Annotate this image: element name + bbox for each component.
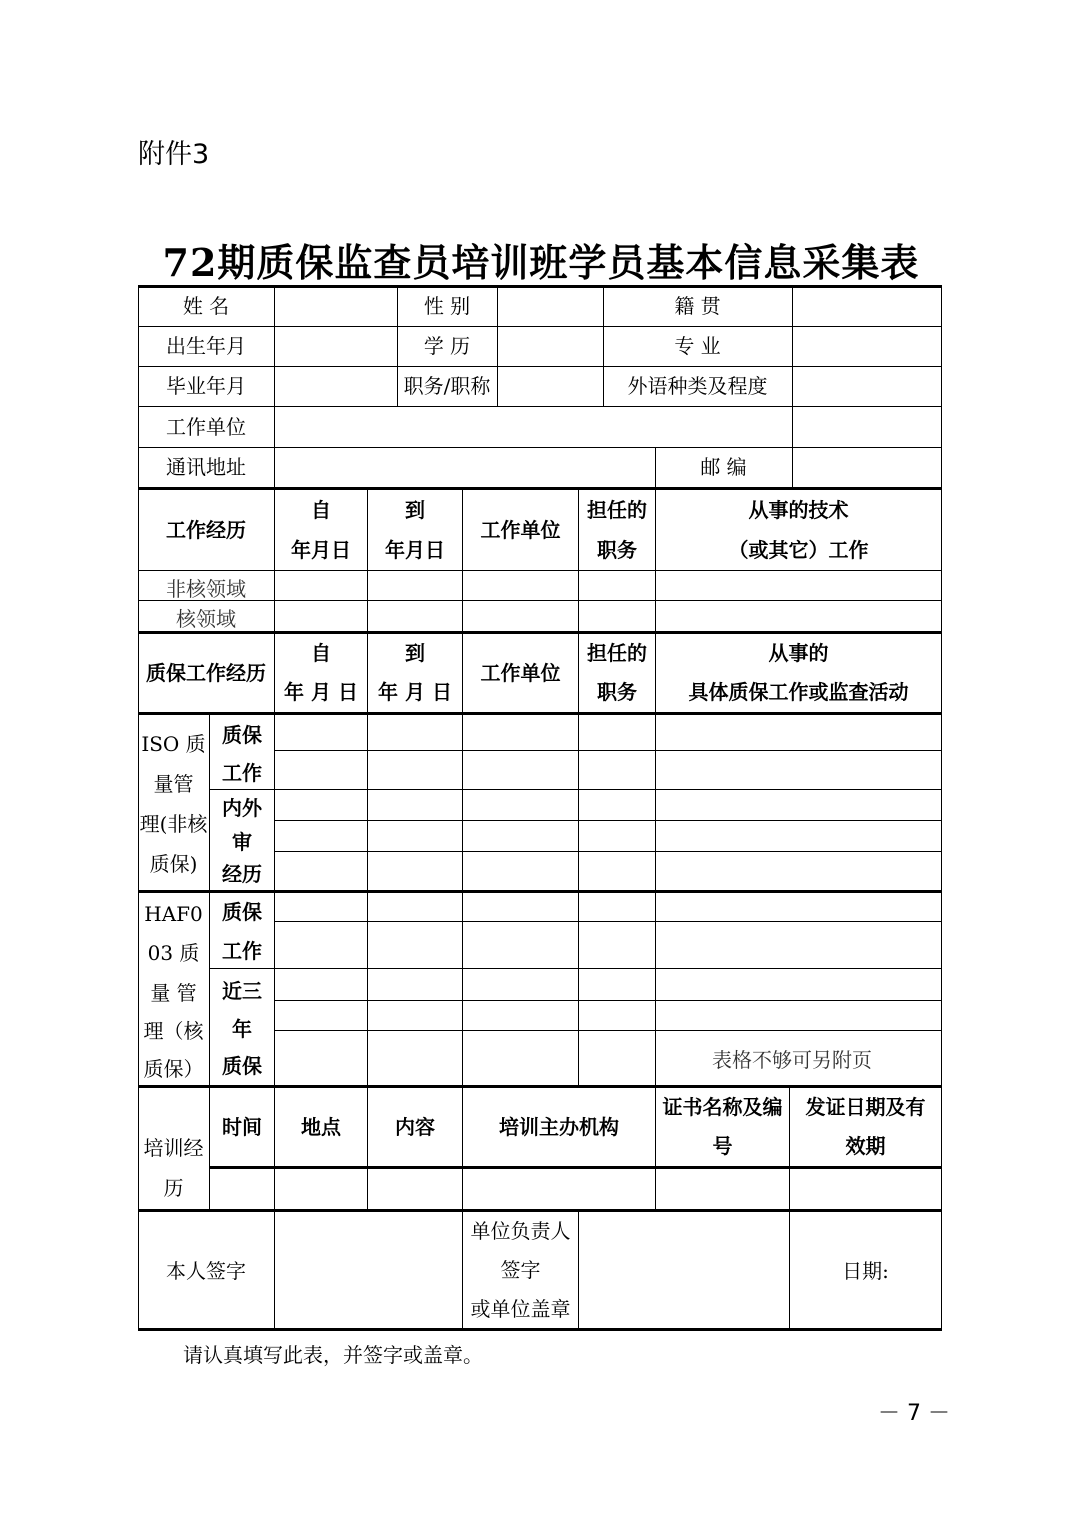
qa-duty-label: 担任的 xyxy=(587,641,647,665)
work-tech-label-2: （或其它）工作 xyxy=(728,537,869,562)
graduation-label: 毕业年月 xyxy=(166,374,246,398)
workunit-label: 工作单位 xyxy=(166,414,246,439)
native-place-label: 籍 贯 xyxy=(674,294,721,318)
section-line xyxy=(209,1166,942,1169)
qa-to-label: 到 xyxy=(405,641,425,665)
language-label: 外语种类及程度 xyxy=(627,374,768,398)
haf-qa-work-label: 质保 xyxy=(222,899,262,924)
qa-from-label: 自 xyxy=(311,641,331,665)
col-line xyxy=(578,487,579,1086)
col-line xyxy=(462,487,463,1086)
row-line xyxy=(274,851,942,852)
row-line xyxy=(274,1030,942,1031)
work-from-label: 自 xyxy=(311,497,331,522)
col-line xyxy=(367,487,368,1086)
training-content-label: 内容 xyxy=(395,1114,435,1139)
self-signature-field[interactable] xyxy=(275,1212,462,1330)
haf-label-line: 质保） xyxy=(143,1056,204,1081)
page-number: － 7 － xyxy=(878,1401,950,1426)
issue-date-label-2: 效期 xyxy=(845,1134,886,1158)
postcode-label: 邮 编 xyxy=(700,455,747,479)
certificate-label-2: 号 xyxy=(712,1134,733,1158)
work-unit-label: 工作单位 xyxy=(480,517,561,542)
qa-activity-label-2: 具体质保工作或监查活动 xyxy=(688,680,909,704)
major-label: 专 业 xyxy=(674,334,721,358)
gender-label: 性 别 xyxy=(423,294,471,318)
postcode-field[interactable] xyxy=(793,448,941,487)
date-label: 日期: xyxy=(842,1258,889,1283)
training-label-line: 培训经 xyxy=(143,1135,204,1160)
native-place-field[interactable] xyxy=(793,287,941,326)
leader-signature-label-3: 或单位盖章 xyxy=(470,1297,571,1321)
iso-audit-label-2: 审 xyxy=(232,829,252,854)
gender-field[interactable] xyxy=(498,287,603,326)
work-experience-label: 工作经历 xyxy=(166,517,246,542)
row-line xyxy=(274,820,942,821)
haf-recent-label: 近三 xyxy=(222,978,262,1003)
leader-signature-field[interactable] xyxy=(579,1212,789,1330)
qa-experience-label: 质保工作经历 xyxy=(146,660,266,685)
iso-qa-work-label: 质保 xyxy=(222,722,262,747)
non-nuclear-label: 非核领域 xyxy=(166,576,246,601)
iso-qa-work-label-2: 工作 xyxy=(222,760,262,785)
attachment-label: 附件3 xyxy=(138,139,210,170)
row-line xyxy=(274,750,942,751)
workunit-field[interactable] xyxy=(275,407,941,447)
birth-field[interactable] xyxy=(275,327,397,366)
iso-label-line: ISO 质 xyxy=(141,731,206,756)
major-field[interactable] xyxy=(793,327,941,366)
haf-label-line: 03 质 xyxy=(147,940,200,965)
work-duty-label: 担任的 xyxy=(587,497,647,522)
work-from-date-label: 年月日 xyxy=(291,537,351,562)
haf-label-line: HAF0 xyxy=(144,901,203,926)
qa-to-date-label: 年 月 日 xyxy=(378,680,452,704)
qa-duty-label-2: 职务 xyxy=(597,680,637,704)
row-line xyxy=(209,789,942,790)
education-label: 学 历 xyxy=(423,334,471,358)
position-label: 职务/职称 xyxy=(403,374,491,398)
haf-label-line: 理（核 xyxy=(143,1018,204,1043)
iso-audit-label-3: 经历 xyxy=(222,861,262,886)
certificate-label: 证书名称及编 xyxy=(662,1095,783,1119)
graduation-field[interactable] xyxy=(275,367,397,406)
qa-unit-label: 工作单位 xyxy=(480,660,561,685)
iso-label-line: 量管 xyxy=(153,771,194,796)
row-line xyxy=(209,968,942,969)
training-label-line: 历 xyxy=(163,1175,184,1200)
work-to-label: 到 xyxy=(405,497,425,522)
qa-from-date-label: 年 月 日 xyxy=(284,680,358,704)
more-pages-note: 表格不够可另附页 xyxy=(712,1048,872,1072)
education-field[interactable] xyxy=(498,327,603,366)
row-line xyxy=(138,570,942,571)
leader-signature-label-2: 签字 xyxy=(500,1258,541,1282)
training-place-label: 地点 xyxy=(301,1114,341,1139)
iso-label-line: 质保) xyxy=(149,851,198,876)
name-field[interactable] xyxy=(275,287,397,326)
col-line xyxy=(655,487,656,1086)
work-tech-label: 从事的技术 xyxy=(748,497,849,522)
work-duty-label-2: 职务 xyxy=(597,537,637,562)
haf-recent-label-3: 质保 xyxy=(222,1053,262,1078)
birth-label: 出生年月 xyxy=(166,334,246,358)
qa-activity-label: 从事的 xyxy=(768,641,829,665)
training-org-label: 培训主办机构 xyxy=(499,1114,619,1139)
footer-note: 请认真填写此表，并签字或盖章。 xyxy=(183,1343,483,1367)
issue-date-label: 发证日期及有 xyxy=(805,1095,926,1119)
work-to-date-label: 年月日 xyxy=(385,537,445,562)
training-time-label: 时间 xyxy=(222,1114,262,1139)
haf-label-line: 量 管 xyxy=(150,980,197,1005)
address-field[interactable] xyxy=(275,448,655,487)
nuclear-label: 核领域 xyxy=(176,606,236,631)
self-signature-label: 本人签字 xyxy=(166,1258,246,1283)
haf-recent-label-2: 年 xyxy=(232,1016,252,1041)
row-line xyxy=(274,1000,942,1001)
row-line xyxy=(274,921,942,922)
position-field[interactable] xyxy=(498,367,603,406)
leader-signature-label: 单位负责人 xyxy=(470,1219,571,1243)
name-label: 姓 名 xyxy=(182,294,230,318)
language-field[interactable] xyxy=(793,367,941,406)
haf-qa-work-label-2: 工作 xyxy=(222,938,262,963)
iso-label-line: 理(非核 xyxy=(139,811,208,836)
form-title: 72期质保监查员培训班学员基本信息采集表 xyxy=(162,240,920,285)
address-label: 通讯地址 xyxy=(166,455,246,479)
table-right-border xyxy=(941,285,942,1331)
iso-audit-label: 内外 xyxy=(222,795,262,820)
